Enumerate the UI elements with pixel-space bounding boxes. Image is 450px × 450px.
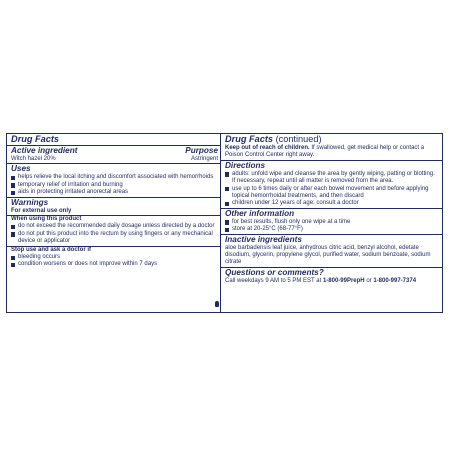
questions-text: Call weekdays 9 AM to 5 PM EST at 1-800-99PrepH or 1-800-997-7374 <box>225 277 417 284</box>
other-information-section <box>221 209 442 234</box>
drug-facts-panel-left <box>6 133 223 313</box>
keep-out-warning: Keep out of reach of children. If swallowed, get medical help or contact a Poison Control Center right away. <box>225 145 425 159</box>
other-information-item: store at 20-25°C (68-77°F) <box>225 226 438 233</box>
bullet-icon <box>11 225 15 229</box>
bullet-icon <box>225 220 229 224</box>
questions-section <box>221 268 442 285</box>
bullet-icon <box>225 228 229 232</box>
uses-item: temporary relief of irritation and burning <box>11 182 218 189</box>
phone-number-1: 1-800-99PrepH <box>322 277 365 284</box>
directions-section <box>221 161 442 208</box>
stop-use-item: condition worsens or does not improve within 7 days <box>11 261 218 268</box>
purpose-value: Astringent <box>190 156 218 162</box>
stop-use-heading: Stop use and ask a doctor if <box>11 246 92 253</box>
external-use-note: For external use only <box>11 207 72 214</box>
stop-use-item: bleeding occurs <box>11 254 218 261</box>
directions-heading: Directions <box>225 160 266 170</box>
uses-section <box>7 164 222 196</box>
bullet-icon <box>225 202 229 206</box>
questions-heading: Questions or comments? <box>225 267 324 277</box>
other-information-heading: Other information <box>225 208 295 218</box>
bullet-icon <box>11 232 15 236</box>
when-using-section <box>7 216 222 246</box>
uses-heading: Uses <box>11 164 31 174</box>
drug-facts-panel-right <box>220 133 443 313</box>
bullet-icon <box>11 183 15 187</box>
when-using-heading: When using this product <box>11 216 82 223</box>
drug-facts-title: Drug Facts <box>11 134 59 144</box>
inactive-ingredients-heading: Inactive ingredients <box>225 234 302 244</box>
inactive-ingredients-text: aloe barbadensis leaf juice, anhydrous citric acid, benzyl alcohol, edetate disodium, glycerin, propylene glycol, purified water, sodium benzoate, sodium citrate <box>225 244 431 266</box>
other-information-item: for best results, flush only one wipe at a time <box>225 219 438 226</box>
bullet-icon <box>225 187 229 191</box>
warnings-heading: Warnings <box>11 197 49 207</box>
active-ingredient-heading: Active ingredient <box>11 146 78 155</box>
continue-arrow-icon <box>215 301 219 307</box>
when-using-item: do not put this product into the rectum by using fingers or any mechanical device or applicator <box>11 231 218 246</box>
bullet-icon <box>11 176 15 180</box>
active-ingredient-section <box>7 146 222 163</box>
directions-item: use up to 6 times daily or after each bowel movement and before applying topical hemorrhoidal treatments, and then discard <box>225 186 438 201</box>
drug-facts-title-section <box>7 134 222 145</box>
phone-number-2: 1-800-997-7374 <box>373 277 417 284</box>
directions-item: children under 12 years of age: consult a doctor <box>225 200 438 207</box>
drug-facts-continued-title: Drug Facts (continued) <box>225 134 322 144</box>
bullet-icon <box>225 172 229 176</box>
bullet-icon <box>11 191 15 195</box>
stop-use-section <box>7 247 222 269</box>
bullet-icon <box>11 256 15 260</box>
warnings-section <box>7 198 222 215</box>
purpose-heading: Purpose <box>185 146 218 155</box>
inactive-ingredients-section <box>221 235 442 267</box>
bullet-icon <box>11 263 15 267</box>
directions-item: adults: unfold wipe and cleanse the area by gently wiping, patting or blotting. If necessary, repeat until all matter is removed from the area. <box>225 171 438 186</box>
drug-facts-continued-section <box>221 134 442 160</box>
ingredient-value: Witch hazel 20% <box>11 156 56 162</box>
uses-item: aids in protecting irritated anorectal areas <box>11 189 218 196</box>
uses-item: helps relieve the local itching and discomfort associated with hemorrhoids <box>11 174 218 181</box>
when-using-item: do not exceed the recommended daily dosage unless directed by a doctor <box>11 223 218 230</box>
